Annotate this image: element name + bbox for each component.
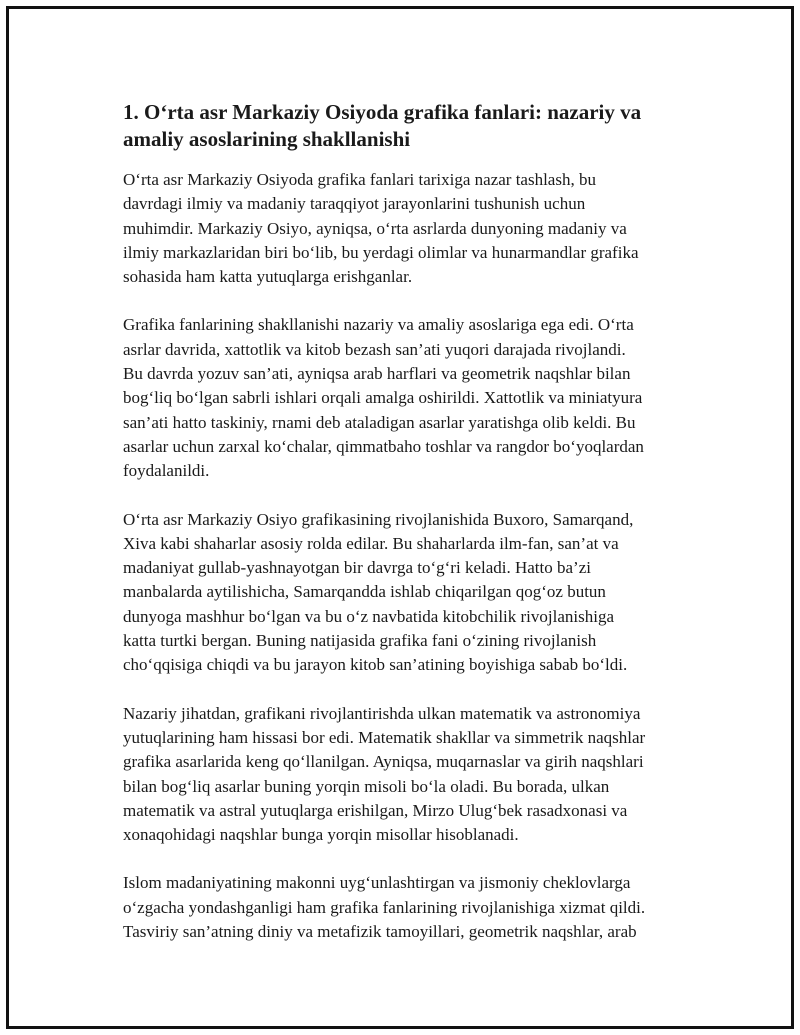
paragraph-line: ilmiy markazlaridan biri bo‘lib, bu yerdagi olimlar va hunarmandlar grafika xyxy=(123,242,639,262)
paragraph-line: grafika asarlarida keng qo‘llanilgan. Ayniqsa, muqarnaslar va girih naqshlari xyxy=(123,752,644,772)
paragraph-3 xyxy=(123,508,693,678)
paragraph-line: bilan bog‘liq asarlar buning yorqin misoli bo‘la oladi. Bu borada, ulkan xyxy=(123,776,610,796)
paragraph-line: bog‘liq bo‘lgan sabrli ishlari orqali amalga oshirildi. Xattotlik va miniatyura xyxy=(123,388,643,408)
paragraph-line: xonaqohidagi naqshlar bunga yorqin misollar hisoblanadi. xyxy=(123,825,519,845)
paragraph-line: Nazariy jihatdan, grafikani rivojlantirishda ulkan matematik va astronomiya xyxy=(123,703,641,723)
paragraph-line: Tasviriy san’atning diniy va metafizik tamoyillari, geometrik naqshlar, arab xyxy=(123,922,637,942)
paragraph-line: Islom madaniyatining makonni uyg‘unlashtirgan va jismoniy cheklovlarga xyxy=(123,873,631,893)
paragraph-line: san’ati hatto taskiniy, rnami deb ataladigan asarlar yaratishga olib keldi. Bu xyxy=(123,412,636,432)
paragraph-line: katta turtki bergan. Buning natijasida grafika fani o‘zining rivojlanish xyxy=(123,631,597,651)
page-frame xyxy=(6,6,794,1029)
paragraph-line: O‘rta asr Markaziy Osiyo grafikasining rivojlanishida Buxoro, Samarqand, xyxy=(123,509,634,529)
paragraph-line: foydalanildi. xyxy=(123,461,210,481)
paragraph-line: matematik va astral yutuqlarga erishilgan, Mirzo Ulug‘bek rasadxonasi va xyxy=(123,800,628,820)
document-body xyxy=(123,99,693,968)
paragraph-line: cho‘qqisiga chiqdi va bu jarayon kitob san’atining boyishiga sabab bo‘ldi. xyxy=(123,655,628,675)
paragraph-2 xyxy=(123,313,693,483)
paragraph-line: dunyoga mashhur bo‘lgan va bu o‘z navbatida kitobchilik rivojlanishiga xyxy=(123,606,614,626)
paragraph-5 xyxy=(123,871,693,944)
heading-line: amaliy asoslarining shakllanishi xyxy=(123,127,411,151)
heading-line: 1. O‘rta asr Markaziy Osiyoda grafika fanlari: nazariy va xyxy=(123,100,642,124)
paragraph-line: madaniyat gullab-yashnayotgan bir davrga to‘g‘ri keladi. Hatto ba’zi xyxy=(123,558,591,578)
paragraph-line: asarlar uchun zarxal ko‘chalar, qimmatbaho toshlar va rangdor bo‘yoqlardan xyxy=(123,436,644,456)
paragraph-line: Bu davrda yozuv san’ati, ayniqsa arab harflari va geometrik naqshlar bilan xyxy=(123,364,631,384)
paragraph-line: asrlar davrida, xattotlik va kitob bezash san’ati yuqori darajada rivojlandi. xyxy=(123,339,626,359)
section-heading xyxy=(123,99,693,153)
paragraph-line: yutuqlarining ham hissasi bor edi. Matematik shakllar va simmetrik naqshlar xyxy=(123,727,646,747)
paragraph-line: O‘rta asr Markaziy Osiyoda grafika fanlari tarixiga nazar tashlash, bu xyxy=(123,170,596,189)
paragraph-line: sohasida ham katta yutuqlarga erishganlar. xyxy=(123,267,413,287)
paragraph-line: o‘zgacha yondashganligi ham grafika fanlarining rivojlanishiga xizmat qildi. xyxy=(123,897,646,917)
paragraph-1 xyxy=(123,168,693,289)
paragraph-line: Xiva kabi shaharlar asosiy rolda edilar. Bu shaharlarda ilm-fan, san’at va xyxy=(123,533,619,553)
paragraph-line: manbalarda aytilishicha, Samarqandda ishlab chiqarilgan qog‘oz butun xyxy=(123,582,606,602)
paragraph-line: Grafika fanlarining shakllanishi nazariy va amaliy asoslariga ega edi. O‘rta xyxy=(123,315,634,335)
paragraph-4 xyxy=(123,702,693,848)
paragraph-line: davrdagi ilmiy va madaniy taraqqiyot jarayonlarini tushunish uchun xyxy=(123,194,586,214)
paragraph-line: muhimdir. Markaziy Osiyo, ayniqsa, o‘rta asrlarda dunyoning madaniy va xyxy=(123,218,627,238)
